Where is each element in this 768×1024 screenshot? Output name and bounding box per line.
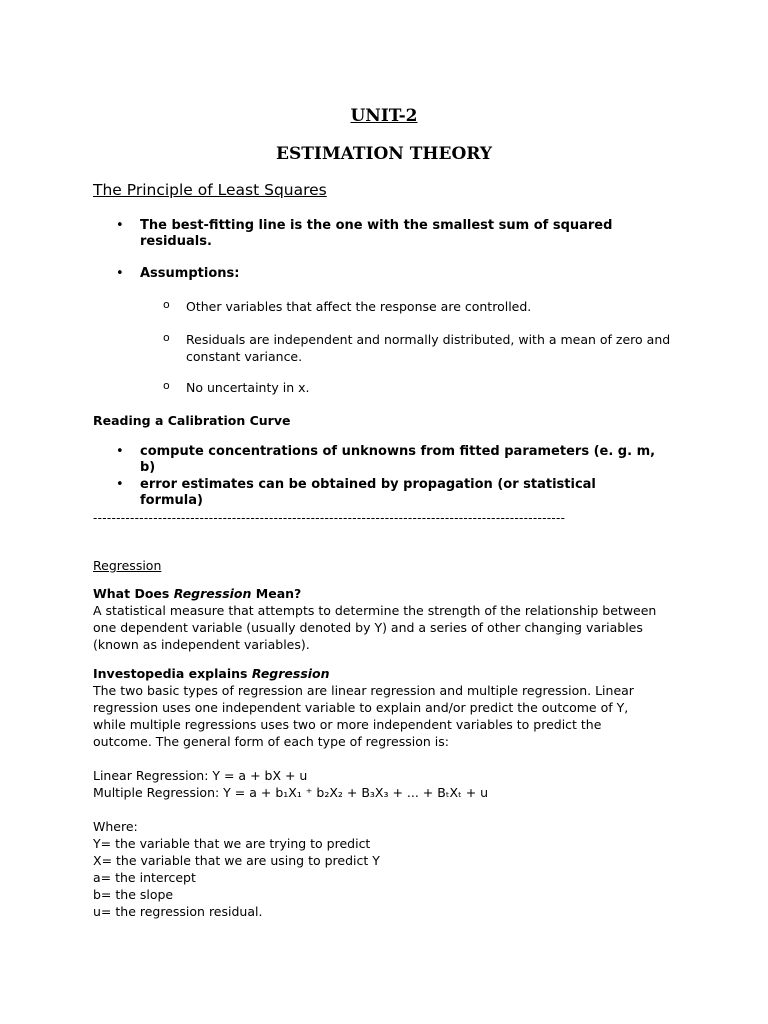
linear-regression-formula: Linear Regression: Y = a + bX + u [93,768,308,783]
bullet-text: Assumptions: [140,266,240,281]
bullet-text: compute concentrations of unknowns from fitted parameters (e. g. m, b) [140,444,656,475]
sub-bullet-text: No uncertainty in x. [186,380,310,395]
question-emphasis: Regression [173,586,252,601]
explains-heading [93,665,330,682]
explains-emphasis: Regression [251,666,330,681]
explains-prefix: Investopedia explains [93,666,252,681]
question-suffix: Mean? [251,586,302,601]
explanation-paragraph: The two basic types of regression are linear regression and multiple regression. Linear regression uses one independent variable to explain and/or predict the outcome of Y, while multiple regressions uses two or more independent variables to predict the outcome. The general form of each type of regression is: [93,683,634,749]
circle-bullet-icon: o [163,298,170,311]
definition-y: Y= the variable that we are trying to predict [93,836,371,851]
definition-x: X= the variable that we are using to predict Y [93,853,380,868]
section-heading-least-squares: The Principle of Least Squares [93,181,327,199]
section-heading-calibration: Reading a Calibration Curve [93,413,291,428]
sub-bullet-text: Other variables that affect the response are controlled. [186,299,532,314]
dashed-divider: ------------------------------------------------------------------------------------------------------ [93,511,566,525]
bullet-icon: • [116,218,124,233]
definition-paragraph: A statistical measure that attempts to determine the strength of the relationship between one dependent variable (usually denoted by Y) and a series of other changing variables (known as independent variables). [93,603,657,652]
definition-b: b= the slope [93,887,174,902]
where-label: Where: [93,819,138,834]
multiple-regression-formula: Multiple Regression: Y = a + b₁X₁ ⁺ b₂X₂ + B₃X₃ + ... + BₜXₜ + u [93,785,489,800]
sub-bullet-text: Residuals are independent and normally distributed, with a mean of zero and constant variance. [186,332,671,364]
question-heading [93,585,301,602]
bullet-text: The best-fitting line is the one with the smallest sum of squared residuals. [140,218,613,249]
definition-a: a= the intercept [93,870,196,885]
circle-bullet-icon: o [163,379,170,392]
unit-title: UNIT-2 [350,106,418,126]
bullet-icon: • [116,444,124,459]
bullet-icon: • [116,266,124,281]
bullet-icon: • [116,477,124,492]
page-title: ESTIMATION THEORY [275,144,492,164]
definition-u: u= the regression residual. [93,904,263,919]
question-prefix: What Does [93,586,174,601]
regression-heading: Regression [93,558,162,573]
circle-bullet-icon: o [163,331,170,344]
bullet-text: error estimates can be obtained by propagation (or statistical formula) [140,477,596,508]
